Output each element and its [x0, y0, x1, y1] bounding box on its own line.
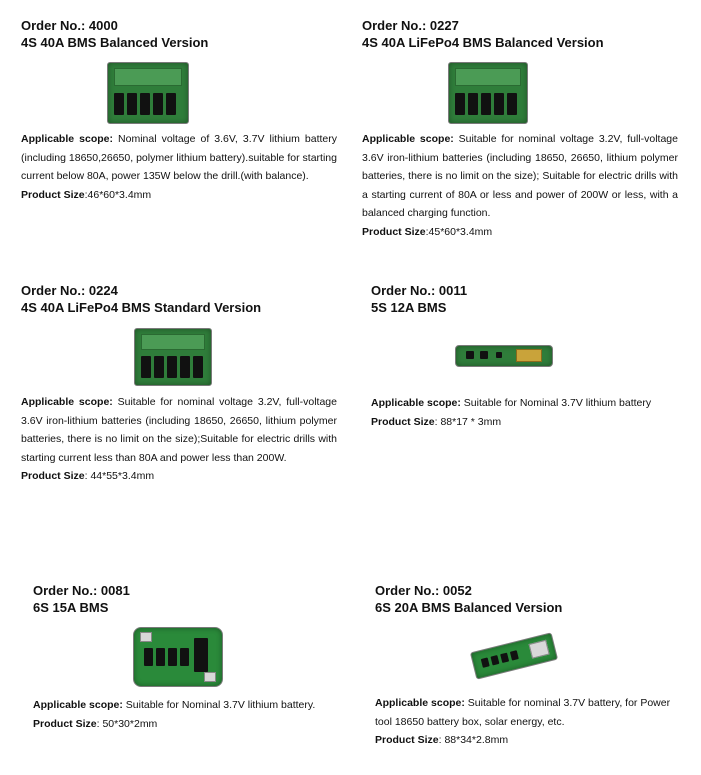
applicable-scope [33, 696, 343, 715]
scope-text: Suitable for nominal voltage 3.2V, full-voltage 3.6V iron-lithium batteries (including 18650, 26650, lithium polymer batteries, there is no limit on the size);Suitable for electric drills with starting current less than 80A and power less than 200W. [21, 396, 337, 464]
bms-board-4s-balanced-icon [107, 62, 189, 124]
applicable-scope [362, 130, 678, 223]
order-number: Order No.: 0227 [362, 18, 459, 33]
product-card-0224 [21, 283, 337, 317]
product-title: 6S 20A BMS Balanced Version [375, 600, 563, 615]
size-value: : 88*17 * 3mm [434, 415, 502, 428]
size-value: :46*60*3.4mm [84, 188, 152, 201]
scope-text: Suitable for Nominal 3.7V lithium battery [463, 397, 652, 409]
scope-label: Applicable scope: [371, 397, 461, 409]
scope-label: Applicable scope: [33, 699, 123, 711]
product-title: 4S 40A LiFePo4 BMS Standard Version [21, 300, 262, 315]
size-label: Product Size [375, 734, 439, 746]
applicable-scope [371, 394, 681, 413]
product-details-0052 [375, 694, 685, 749]
scope-label: Applicable scope: [21, 396, 113, 408]
applicable-scope [21, 130, 337, 186]
bms-board-5s-strip-icon [455, 345, 553, 367]
product-title: 4S 40A LiFePo4 BMS Balanced Version [362, 35, 604, 50]
scope-label: Applicable scope: [362, 133, 454, 145]
product-details-4000 [21, 130, 337, 204]
scope-text: Suitable for nominal voltage 3.2V, full-voltage 3.6V iron-lithium batteries (including 18650, 26650, lithium polymer batteries, there is no limit on the size); Suitable for electric drills with a starting current of 80A or less and power of 200W or less, with a balanced charging function. [362, 133, 678, 219]
scope-text: Suitable for nominal 3.7V battery, for Power tool 18650 battery box, solar energy, etc. [375, 697, 671, 728]
product-size [371, 413, 681, 431]
product-card-0081 [33, 583, 343, 617]
product-title: 6S 15A BMS [33, 600, 109, 615]
size-value: :45*60*3.4mm [425, 225, 493, 238]
product-details-0081 [33, 696, 343, 733]
product-card-0227 [362, 18, 678, 52]
order-number: Order No.: 0224 [21, 283, 118, 298]
product-size [375, 731, 685, 749]
product-card-0052 [375, 583, 685, 617]
bms-board-6s-icon [133, 627, 223, 687]
size-value: : 44*55*3.4mm [84, 470, 155, 482]
size-label: Product Size [33, 717, 97, 730]
order-number: Order No.: 0052 [375, 583, 472, 598]
applicable-scope [21, 393, 337, 467]
product-size [33, 715, 343, 733]
applicable-scope [375, 694, 685, 731]
bms-board-6s-balanced-strip-icon [470, 632, 558, 679]
product-card-0011 [371, 283, 681, 317]
bms-board-4s-lifepo4-balanced-icon [448, 62, 528, 124]
order-number: Order No.: 0081 [33, 583, 130, 598]
product-size [21, 467, 337, 485]
product-size [21, 186, 337, 204]
scope-text: Nominal voltage of 3.6V, 3.7V lithium battery (including 18650,26650, polymer lithium battery).suitable for starting current below 80A, power 135W below the drill.(with balance). [21, 133, 337, 182]
size-label: Product Size [371, 415, 435, 428]
product-title: 5S 12A BMS [371, 300, 447, 315]
product-card-4000 [21, 18, 337, 52]
product-details-0227 [362, 130, 678, 241]
order-number: Order No.: 0011 [371, 283, 468, 298]
product-title: 4S 40A BMS Balanced Version [21, 35, 209, 50]
size-label: Product Size [362, 225, 426, 238]
product-details-0224 [21, 393, 337, 485]
size-value: : 88*34*2.8mm [438, 734, 509, 746]
size-label: Product Size [21, 188, 85, 201]
product-size [362, 223, 678, 241]
scope-text: Suitable for Nominal 3.7V lithium battery. [125, 699, 316, 711]
product-details-0011 [371, 394, 681, 431]
scope-label: Applicable scope: [21, 133, 113, 145]
order-number: Order No.: 4000 [21, 18, 118, 33]
scope-label: Applicable scope: [375, 697, 465, 709]
size-label: Product Size [21, 470, 85, 482]
bms-board-4s-lifepo4-standard-icon [134, 328, 212, 386]
size-value: : 50*30*2mm [96, 717, 158, 730]
